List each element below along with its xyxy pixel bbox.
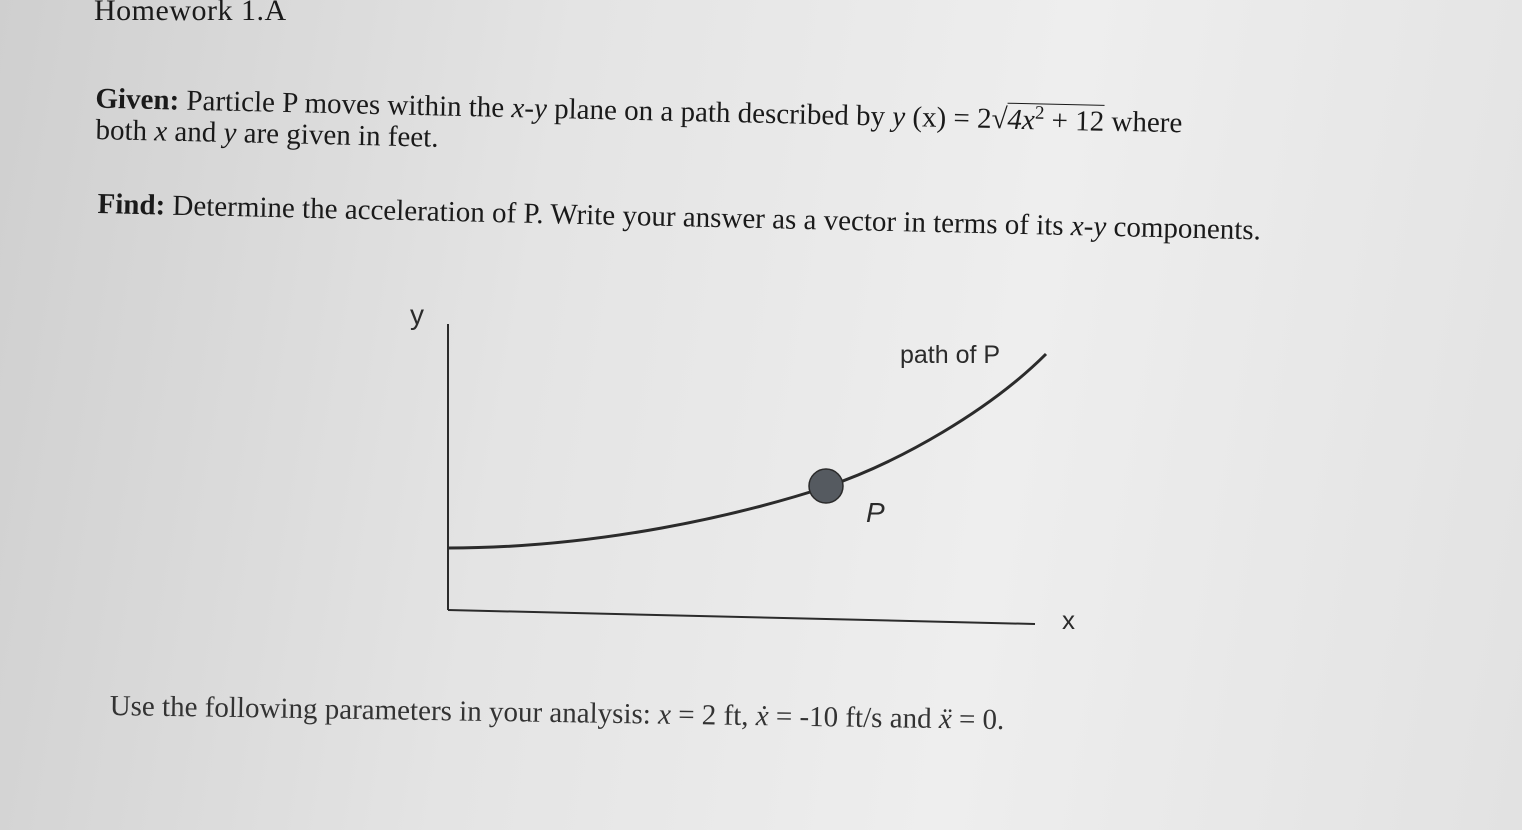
find-text-b: components.	[1113, 211, 1262, 247]
sqrt-radicand: $4x^2 + 12$	[1007, 102, 1105, 138]
find-text-a: Determine the acceleration of P. Write your answer as a vector in terms of its	[172, 189, 1064, 242]
math-x: x	[154, 115, 168, 148]
math-y: y	[533, 92, 548, 125]
particle-p	[809, 469, 843, 503]
math-x: x	[511, 92, 525, 125]
given-text-a: Particle P moves within the	[186, 84, 505, 124]
math-dash: -	[1083, 210, 1094, 243]
param-x-value: = 2 ft,	[677, 698, 749, 733]
x-axis-label: x	[1062, 605, 1075, 635]
param-xdot: ẋ	[755, 700, 769, 733]
eq-lhs: y	[891, 100, 906, 134]
eq-arg: (x)	[912, 101, 947, 134]
params-text: Use the following parameters in your analysis:	[109, 689, 652, 731]
curve-label: path of P	[900, 341, 1001, 369]
math-dash: -	[524, 92, 535, 125]
given-text-c: where	[1111, 105, 1183, 140]
math-y: y	[1093, 210, 1107, 243]
given-text-d: both	[95, 113, 148, 148]
sqrt-symbol: √	[991, 102, 1008, 136]
path-curve	[448, 354, 1046, 548]
given-label: Given:	[95, 82, 180, 117]
given-text-e: and	[174, 115, 217, 149]
point-label: P	[866, 497, 885, 528]
param-xddot: ẍ	[938, 703, 952, 736]
math-y: y	[223, 116, 237, 150]
eq-plus: + 12	[1051, 104, 1105, 138]
y-axis-label: y	[410, 299, 424, 330]
page-title: Homework 1.A	[94, 0, 287, 27]
math-x: x	[1070, 210, 1085, 243]
find-label: Find:	[97, 187, 166, 222]
param-xddot-value: = 0.	[958, 703, 1005, 737]
exponent: 2	[1034, 102, 1045, 124]
param-xdot-value: = -10 ft/s and	[775, 700, 932, 735]
given-text-f: are given in feet.	[243, 117, 439, 154]
given-text-b: plane on a path described by	[553, 93, 886, 133]
eq-coefficient: 2	[976, 102, 992, 135]
eq-equals: =	[953, 102, 971, 135]
param-x: x	[657, 698, 672, 731]
x-axis	[448, 610, 1035, 624]
